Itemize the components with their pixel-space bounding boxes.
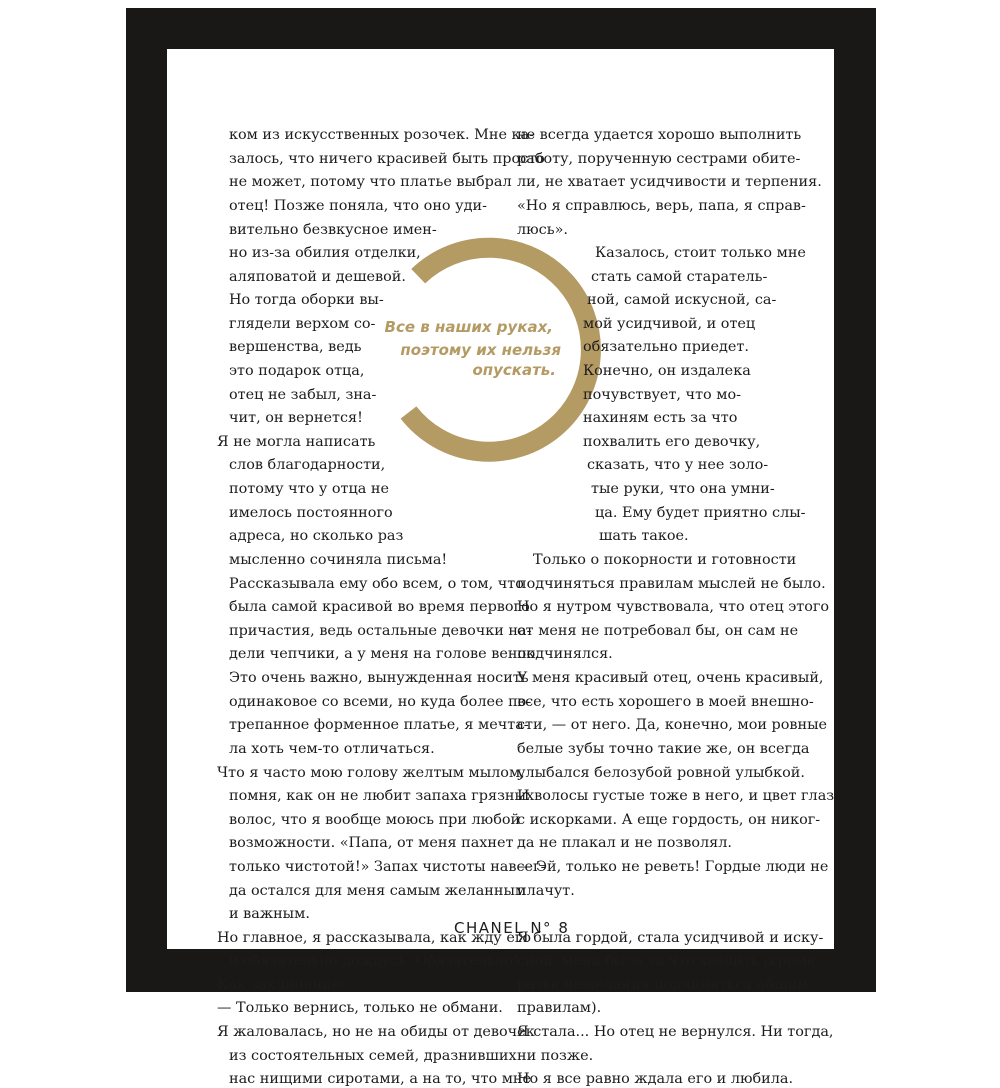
text-line: отец не забыл, зна- — [229, 387, 377, 403]
text-line: Конечно, он издалека — [583, 363, 751, 379]
text-line: потому что у отца не — [229, 481, 390, 497]
text-line: чит, он вернется! — [229, 410, 363, 426]
text-line: из состоятельных семей, дразнивших — [229, 1048, 517, 1064]
text-line: и важным. — [229, 906, 310, 922]
text-line: не может, потому что платье выбрал — [229, 174, 512, 190]
text-line: залось, что ничего красивей быть просто — [229, 151, 545, 167]
text-line: одинаковое со всеми, но куда более по- — [229, 694, 532, 710]
text-line: Но главное, я рассказывала, как жду его — [217, 930, 532, 946]
text-line: аляповатой и дешевой. — [229, 269, 406, 285]
text-line: люсь». — [517, 222, 568, 238]
text-line: с искорками. А еще гордость, он никог- — [517, 812, 821, 828]
text-line: и обязательно дождусь. Обязательно! — [229, 953, 519, 969]
text-line: нас нищими сиротами, а на то, что мне — [229, 1071, 532, 1087]
text-line: от меня не потребовал бы, он сам не — [517, 623, 799, 639]
text-line: И волосы густые тоже в него, и цвет глаз — [517, 788, 835, 804]
text-line: ной, самой искусной, са- — [587, 292, 777, 308]
text-line: сказать, что у нее золо- — [587, 457, 769, 473]
text-line: была самой красивой во время первого — [229, 599, 530, 615]
text-line: Но я все равно ждала его и любила. — [517, 1071, 794, 1087]
text-line: волос, что я вообще моюсь при любой — [229, 812, 521, 828]
text-line: слов благодарности, — [229, 457, 386, 473]
pull-quote-line: Все в наших руках, — [384, 318, 553, 336]
text-line: белые зубы точно такие же, он всегда — [517, 741, 810, 757]
text-line: У меня красивый отец, очень красивый, — [517, 670, 824, 686]
text-line: Я была гордой, стала усидчивой и иску- — [517, 930, 824, 946]
pull-quote-line: опускать. — [472, 361, 556, 379]
text-line: — Эй, только не реветь! Гордые люди не — [517, 859, 829, 875]
text-line: Казалось, стоит только мне — [595, 245, 806, 261]
text-line: — Только вернись, только не обмани. — [217, 1000, 503, 1016]
text-line: сти, — от него. Да, конечно, мои ровные — [517, 717, 828, 733]
text-line: Это очень важно, вынужденная носить — [229, 670, 529, 686]
text-line: причастия, ведь остальные девочки на- — [229, 623, 532, 639]
text-line: возможности. «Папа, от меня пахнет — [229, 835, 514, 851]
text-line: «Но я справлюсь, верь, папа, я справ- — [517, 198, 806, 214]
text-line: вительно безвкусное имен- — [229, 222, 437, 238]
text-line: стать самой старатель- — [591, 269, 768, 285]
text-line: Но тогда оборки вы- — [229, 292, 384, 308]
text-line: разве нежелания подчиняться общим — [517, 977, 809, 993]
text-line: ца. Ему будет приятно слы- — [595, 505, 806, 521]
text-line: плачут. — [517, 883, 575, 899]
text-line: шать такое. — [599, 528, 689, 544]
text-line: ла хоть чем-то отличаться. — [229, 741, 435, 757]
text-line: похвалить его девочку, — [583, 434, 761, 450]
text-line: Я не могла написать — [217, 434, 376, 450]
text-line: Как заклинание: — [217, 977, 346, 993]
text-line: дели чепчики, а у меня на голове венок. — [229, 646, 540, 662]
text-line: трепанное форменное платье, я мечта- — [229, 717, 529, 733]
text-line: правилам). — [517, 1000, 602, 1016]
text-line: подчиняться правилам мыслей не было. — [517, 576, 826, 592]
text-line: Только о покорности и готовности — [533, 552, 797, 568]
text-line: да не плакал и не позволял. — [517, 835, 732, 851]
text-line: помня, как он не любит запаха грязных — [229, 788, 535, 804]
text-line: мысленно сочиняла письма! — [229, 552, 448, 568]
text-line: ли, не хватает усидчивости и терпения. — [517, 174, 822, 190]
text-line: но из-за обилия отделки, — [229, 245, 421, 261]
page-footer-brand: CHANEL N° 8 — [454, 919, 570, 937]
text-line: вершенства, ведь — [229, 339, 362, 355]
text-line: Я жаловалась, но не на обиды от девочек — [217, 1024, 535, 1040]
text-line: не всегда удается хорошо выполнить — [517, 127, 802, 143]
text-line: только чистотой!» Запах чистоты навсег- — [229, 859, 546, 875]
text-line: ни позже. — [517, 1048, 594, 1064]
text-line: Рассказывала ему обо всем, о том, что — [229, 576, 524, 592]
text-line: имелось постоянного — [229, 505, 393, 521]
text-line: глядели верхом со- — [229, 316, 376, 332]
text-line: Я стала... Но отец не вернулся. Ни тогда, — [517, 1024, 834, 1040]
text-line: это подарок отца, — [229, 363, 365, 379]
text-line: сной, меня было за что хвалить (кроме — [517, 953, 816, 969]
text-line: Но я нутром чувствовала, что отец этого — [517, 599, 830, 615]
text-line: подчинялся. — [517, 646, 613, 662]
text-line: почувствует, что мо- — [583, 387, 741, 403]
text-line: отец! Позже поняла, что оно уди- — [229, 198, 487, 214]
text-line: нахиням есть за что — [583, 410, 738, 426]
text-line: адреса, но сколько раз — [229, 528, 404, 544]
text-line: Что я часто мою голову желтым мылом, — [217, 765, 525, 781]
text-line: ком из искусственных розочек. Мне ка- — [229, 127, 534, 143]
text-line: все, что есть хорошего в моей внешно- — [517, 694, 814, 710]
text-line: улыбался белозубой ровной улыбкой. — [517, 765, 805, 781]
text-line: работу, порученную сестрами обите- — [517, 151, 801, 167]
text-line: да остался для меня самым желанным — [229, 883, 527, 899]
text-line: обязательно приедет. — [583, 339, 749, 355]
text-line: мой усидчивой, и отец — [583, 316, 756, 332]
text-line: тые руки, что она умни- — [591, 481, 775, 497]
pull-quote-line: поэтому их нельзя — [400, 341, 561, 359]
